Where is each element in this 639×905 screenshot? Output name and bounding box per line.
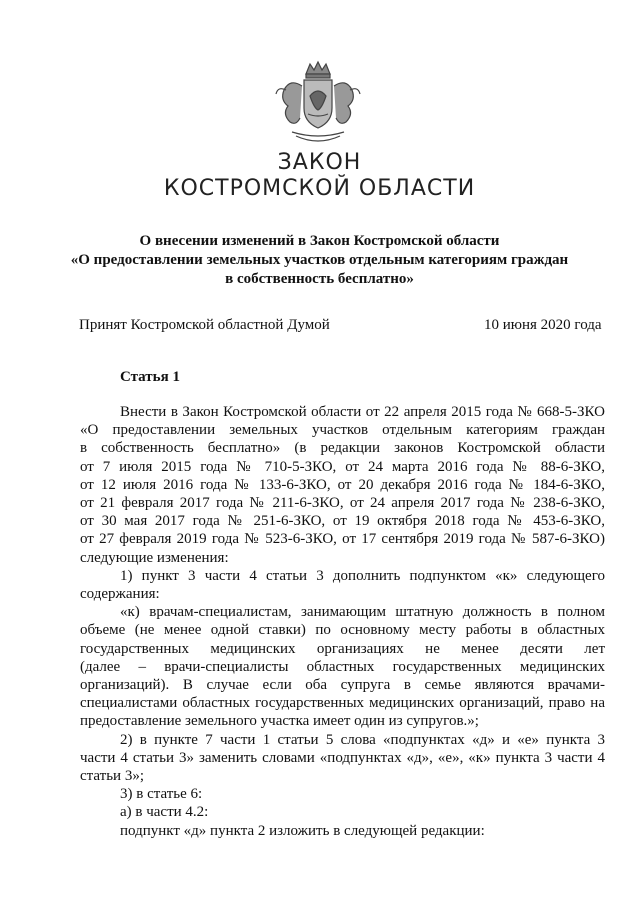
- document-type-title: ЗАКОН: [277, 150, 362, 175]
- amendment-item-3: [80, 785, 605, 840]
- text-line: следующие изменения:: [80, 549, 229, 566]
- text-line: специалистами областных государственных медицинских организаций, право на: [80, 695, 605, 712]
- text-line: государственных медицинских организациях не менее десяти лет: [80, 640, 605, 657]
- article-intro-paragraph: [80, 403, 605, 567]
- text-line: (далее – врачи-специалисты областных государственных медицинских: [80, 658, 605, 675]
- text-line: объеме (не менее одной ставки) по основному месту работы в областных: [80, 622, 605, 639]
- text-line: «О предоставлении земельных участков отдельным категориям граждан: [80, 422, 605, 439]
- subject-line-1: О внесении изменений в Закон Костромской области: [139, 233, 500, 249]
- document-region-title: КОСТРОМСКОЙ ОБЛАСТИ: [163, 176, 476, 201]
- text-line: предоставление земельного участка имеет один из супругов.»;: [80, 713, 479, 730]
- adoption-date: 10 июня 2020 года: [484, 317, 602, 333]
- text-line: Внести в Закон Костромской области от 22 апреля 2015 года № 668-5-ЗКО: [120, 404, 605, 420]
- quoted-subclause-k: [80, 603, 605, 730]
- text-line: 3) в статье 6:: [120, 786, 203, 803]
- text-line: организаций). В случае если оба супруга в семье являются врачами-: [80, 677, 605, 694]
- text-line: от 12 июля 2016 года № 133-6-ЗКО, от 20 декабря 2016 года № 184-6-ЗКО,: [80, 476, 605, 493]
- subject-line-3: в собственность бесплатно»: [225, 271, 414, 287]
- coat-of-arms-icon: [268, 60, 368, 150]
- text-line: от 21 февраля 2017 года № 211-6-ЗКО, от 24 апреля 2017 года № 238-6-ЗКО,: [80, 495, 605, 512]
- text-line: от 30 мая 2017 года № 251-6-ЗКО, от 19 октября 2018 года № 453-6-ЗКО,: [80, 513, 605, 530]
- text-line: 2) в пункте 7 части 1 статьи 5 слова «подпунктах «д» и «е» пункта 3: [120, 731, 605, 748]
- text-line: содержания:: [80, 586, 160, 603]
- amendment-item-2: [80, 731, 605, 786]
- article-title: Статья 1: [120, 369, 180, 385]
- law-subject-heading: [60, 232, 579, 289]
- text-line: 1) пункт 3 части 4 статьи 3 дополнить подпунктом «к» следующего: [120, 567, 605, 584]
- amendment-item-1: [80, 567, 605, 603]
- text-line: в собственность бесплатно» (в редакции законов Костромской области: [80, 440, 605, 457]
- text-line: от 27 февраля 2019 года № 523-6-ЗКО, от 17 сентября 2019 года № 587-6-ЗКО): [80, 531, 605, 548]
- text-line: статьи 3»;: [80, 768, 145, 785]
- text-line: части 4 статьи 3» заменить словами «подпунктах «д», «е», «к» пункта 3 части 4: [80, 749, 605, 766]
- subject-line-2: «О предоставлении земельных участков отдельным категориям граждан: [70, 252, 569, 268]
- article-body: [80, 403, 605, 840]
- text-line: «к) врачам-специалистам, занимающим штатную должность в полном: [120, 604, 605, 621]
- text-line: от 7 июля 2015 года № 710-5-ЗКО, от 24 марта 2016 года № 88-6-ЗКО,: [80, 458, 605, 475]
- adoption-body: Принят Костромской областной Думой: [79, 317, 330, 333]
- text-line: подпункт «д» пункта 2 изложить в следующей редакции:: [120, 822, 485, 839]
- text-line: а) в части 4.2:: [120, 804, 209, 821]
